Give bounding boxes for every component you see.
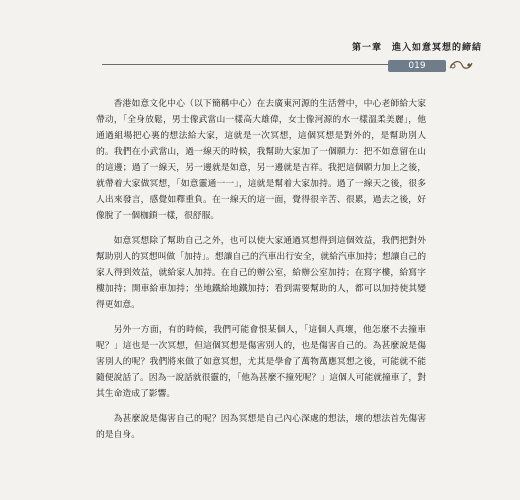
paragraph: 為甚麼說是傷害自己的呢？因為冥想是自己內心深處的想法，壞的想法首先傷害的是自身。 (96, 414, 426, 440)
paragraph: 香港如意文化中心（以下簡稱中心）在去廣東河源的生活營中，中心老師給大家帶动，「全身放鬆，男士像武當山一樣高大雄偉，女士像河源的水一樣溫柔美麗」，他通過組場把心裏的想法給大家，這就是一次冥想，這個冥想是對外的，是幫助別人的。我們在小武當山，過一線天的時候，我幫助大家加了一個願力：把不如意留在山的這邊；過了一線天，另一邊就是如意，另一邊就是吉祥。我把這個願力加上之後，就帶着大家做冥想，「如意靈通一一」，這就是幫着大家加持。過了一線天之後，很多人出來發言，感覺如釋重負。在一線天的這一面，覺得很辛苦、很累，過去之後，好像脫了一個枷鎖一樣，很舒服。 (96, 99, 426, 221)
body-text (96, 96, 426, 452)
page-number: 019 (408, 61, 426, 71)
paragraph: 另外一方面，有的時候，我們可能會恨某個人，「這個人真壞，他怎麼不去撞車呢？」這也是一次冥想，但這個冥想是傷害別人的，也是傷害自己的。為甚麼說是傷害別人的呢？我們將來做了如意冥想，尤其是學會了萬物萬應冥想之後，可能就不能隨便說話了。因為一說話就很靈的，「他為甚麼不撞死呢？」這個人可能就撞車了，對其生命造成了影響。 (96, 325, 426, 399)
chapter-title: 第一章 進入如意冥想的締結 (351, 43, 482, 53)
scroll-ornament-icon (448, 58, 474, 72)
header-rule (102, 64, 390, 65)
paragraph: 如意冥想除了幫助自己之外，也可以使大家通過冥想得到這個效益，我們把對外幫助別人的冥想叫做「加持」。想讓自己的汽車出行安全，就給汽車加持；想讓自己的家人得到效益，就給家人加持。在自己的辦公室，給辦公室加持；在寫字樓，給寫字樓加持；開車給車加持；坐地鐵給地鐵加持；看到需要幫助的人，都可以加持使其變得更如意。 (96, 236, 426, 310)
